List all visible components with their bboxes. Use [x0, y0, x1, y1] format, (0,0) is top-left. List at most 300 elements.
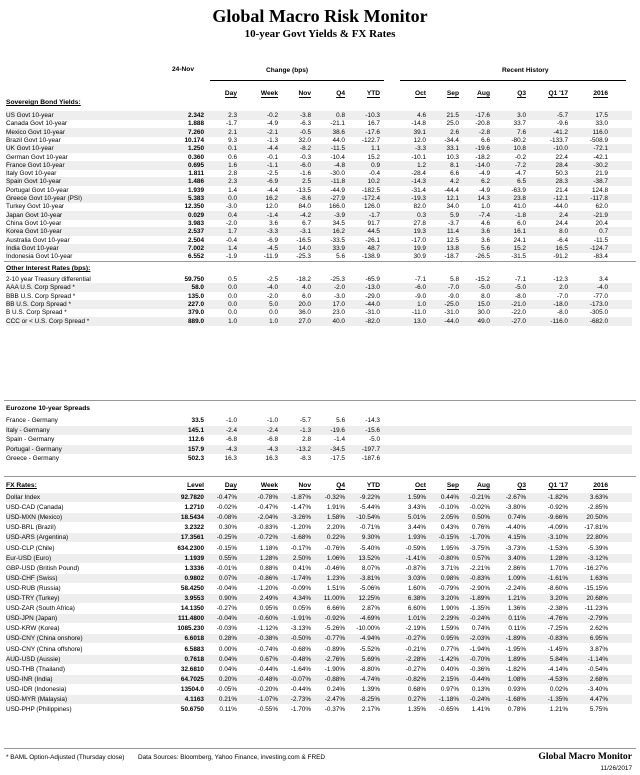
cell-y2016: -124.7	[589, 244, 608, 252]
row-label: Greece Govt 10-year (PSI)	[6, 195, 83, 202]
cell-q1: -4.76%	[547, 615, 568, 623]
cell-level: 1.939	[188, 186, 204, 194]
cell-day: 0.20%	[218, 675, 237, 683]
cell-aug: 5.6	[481, 244, 490, 252]
row-label: Turkey Govt 10-year	[6, 203, 65, 211]
cell-q4: -0.89%	[324, 645, 345, 653]
cell-level: 889.0	[188, 317, 204, 325]
cell-q4: -5.26%	[324, 625, 345, 633]
cell-q4: 1.23%	[326, 574, 345, 582]
cell-nov: -8.2	[299, 145, 311, 153]
header-history-label: Recent History	[502, 67, 549, 74]
cell-q4: -0.32%	[324, 494, 345, 501]
cell-level: 0.7618	[184, 655, 204, 663]
cell-nov: -13.5	[296, 186, 311, 194]
cell-sep: -1.18%	[438, 696, 459, 703]
cell-q4: 34.5	[332, 219, 345, 227]
cell-y2016: 22.80%	[586, 534, 608, 542]
cell-level: 58.0	[191, 284, 204, 292]
cell-level: 3.983	[188, 219, 204, 227]
cell-week: -0.74%	[257, 645, 278, 653]
cell-week: 2.49%	[259, 595, 278, 602]
cell-day: 0.6	[228, 153, 237, 161]
cell-nov: 6.7	[302, 219, 311, 227]
cell-q3: -31.5	[511, 253, 526, 261]
cell-week: -6.9	[266, 178, 278, 186]
cell-nov: -0.09%	[290, 584, 311, 592]
cell-week: -0.44%	[257, 665, 278, 673]
row-label: GBP-USD (British Pound)	[6, 564, 80, 572]
cell-q1: -5.7	[556, 112, 568, 119]
cell-nov: -6.3	[299, 120, 311, 128]
cell-oct: -0.27%	[405, 665, 426, 673]
cell-nov: -1.47%	[290, 504, 311, 512]
column-header-q3: Q3	[517, 90, 526, 97]
cell-sep: 5.8	[450, 276, 459, 283]
table-row	[6, 574, 632, 583]
row-label: US Govt 10-year	[6, 112, 54, 119]
cell-day: 0.0	[228, 195, 237, 202]
cell-q1: 50.3	[555, 170, 568, 178]
cell-level: 4.1163	[184, 696, 204, 703]
cell-week: -1.1	[266, 161, 278, 169]
table-row	[6, 675, 632, 684]
cell-q4: 44.0	[332, 136, 345, 144]
cell-ytd: -44.0	[365, 300, 380, 308]
cell-q3: -3.73%	[505, 544, 526, 552]
cell-q4: -4.8	[333, 161, 345, 169]
cell-q1: 1.70%	[549, 564, 568, 572]
cell-oct: -6.0	[414, 284, 426, 292]
column-header-oct: Oct	[415, 482, 426, 489]
cell-week: -4.3	[266, 445, 278, 453]
cell-week: -0.86%	[257, 574, 278, 582]
cell-day: 0.0	[228, 292, 237, 300]
cell-nov: -18.2	[296, 276, 311, 283]
cell-day: -0.04%	[216, 615, 237, 623]
cell-nov: -1.87%	[290, 494, 311, 501]
header-date: 24-Nov	[172, 66, 194, 73]
cell-q1: -7.0	[556, 292, 568, 300]
cell-level: 1085.230	[177, 625, 204, 633]
column-header-sep: Sep	[446, 90, 459, 97]
cell-y2016: -15.15%	[584, 584, 608, 592]
cell-oct: 1.60%	[407, 584, 426, 592]
cell-q3: 2.86%	[507, 564, 526, 572]
column-header-q4: Q4	[336, 90, 345, 97]
cell-level: 111.4800	[178, 615, 204, 623]
row-label: USD-ZAR (South Africa)	[6, 605, 75, 613]
cell-sep: 3.20%	[440, 595, 459, 602]
column-header-y2016: 2016	[593, 90, 608, 97]
cell-oct: 1.59%	[407, 494, 426, 501]
cell-day: 1.4	[228, 244, 237, 252]
cell-sep: -0.79%	[438, 584, 459, 592]
cell-q1: 3.20%	[549, 595, 568, 602]
cell-y2016: -508.9	[589, 136, 608, 144]
table-row	[6, 416, 632, 425]
cell-day: -0.4	[225, 236, 237, 244]
cell-aug: -3.75%	[469, 544, 490, 552]
cell-sep: -31.0	[444, 309, 459, 317]
cell-sep: 34.0	[446, 203, 459, 211]
cell-ytd: -5.40%	[359, 544, 380, 552]
cell-day: -1.7	[225, 120, 237, 128]
cell-nov: 0.41%	[292, 564, 311, 572]
cell-q1: 2.0	[559, 284, 568, 292]
cell-sep: -34.4	[444, 136, 459, 144]
cell-day: -4.3	[225, 445, 237, 453]
cell-q4: 33.9	[332, 244, 345, 252]
cell-oct: 3.44%	[407, 524, 426, 532]
table-row	[6, 705, 632, 714]
cell-ytd: -31.0	[365, 309, 380, 317]
cell-week: 0.88%	[259, 564, 278, 572]
cell-oct: 6.60%	[407, 605, 426, 613]
cell-ytd: -182.5	[361, 186, 380, 194]
row-label: USD-ARS (Argentina)	[6, 534, 69, 542]
cell-ytd: -138.9	[361, 253, 380, 261]
cell-ytd: -5.06%	[359, 584, 380, 592]
cell-q3: 24.1	[513, 236, 526, 244]
divider	[4, 261, 636, 262]
cell-week: -6.9	[266, 236, 278, 244]
cell-ytd: -10.54%	[356, 514, 380, 522]
brand-name: Global Macro Monitor	[538, 751, 632, 762]
brand-date: 11/26/2017	[600, 765, 632, 772]
cell-oct: -31.4	[411, 186, 426, 194]
cell-day: -6.8	[225, 436, 237, 443]
cell-nov: -1.64%	[290, 665, 311, 673]
cell-ytd: -5.52%	[359, 645, 380, 653]
cell-level: 227.0	[188, 300, 204, 308]
cell-q1: -18.0	[553, 300, 568, 308]
cell-week: -1.4	[266, 211, 278, 219]
row-label: USD-INR (India)	[6, 675, 53, 683]
cell-q1: 16.5	[555, 244, 568, 252]
cell-q1: -133.7	[549, 136, 568, 144]
row-label: Mexico Govt 10-year	[6, 128, 65, 136]
row-label: USD-KRW (Korea)	[6, 625, 60, 633]
cell-aug: 0.74%	[471, 625, 490, 633]
row-label: USD-RUB (Russia)	[6, 584, 61, 592]
cell-day: 16.3	[224, 455, 237, 462]
cell-aug: 0.57%	[471, 554, 490, 562]
cell-q3: -1.8	[514, 211, 526, 219]
cell-q3: -27.0	[511, 317, 526, 325]
cell-level: 10.174	[184, 136, 204, 144]
cell-q3: -22.0	[511, 309, 526, 317]
cell-week: -4.0	[266, 284, 278, 292]
cell-q1: -4.53%	[547, 675, 568, 683]
cell-sep: 10.3	[446, 153, 459, 161]
cell-q3: -2.24%	[505, 584, 526, 592]
cell-q4: 0.22%	[326, 534, 345, 542]
cell-q3: -3.80%	[505, 504, 526, 512]
cell-sep: 2.15%	[440, 675, 459, 683]
cell-level: 6.5883	[184, 645, 204, 653]
cell-q3: 33.7	[513, 120, 526, 128]
cell-day: 0.30%	[218, 524, 237, 532]
column-header-aug: Aug	[477, 482, 490, 489]
cell-y2016: 2.68%	[589, 675, 608, 683]
row-label: AUD-USD (Aussie)	[6, 655, 61, 663]
cell-week: -0.1	[266, 153, 278, 161]
cell-sep: 13.8	[446, 244, 459, 252]
cell-aug: -4.9	[478, 170, 490, 178]
cell-y2016: -305.0	[589, 309, 608, 317]
cell-q3: 6.0	[517, 219, 526, 227]
cell-nov: -0.50%	[290, 635, 311, 643]
cell-week: -4.9	[266, 120, 278, 128]
cell-ytd: -187.6	[361, 455, 380, 462]
cell-q3: 0.78%	[507, 706, 526, 714]
cell-sep: -0.15%	[438, 534, 459, 542]
cell-week: -0.83%	[257, 524, 278, 532]
cell-y2016: -83.4	[593, 253, 608, 261]
cell-q3: -1.89%	[505, 635, 526, 643]
row-label: Spain Govt 10-year	[6, 178, 62, 186]
cell-q4: 1.58%	[326, 514, 345, 522]
cell-oct: 0.68%	[407, 685, 426, 693]
cell-week: -0.72%	[257, 534, 278, 542]
cell-q3: 3.40%	[507, 554, 526, 562]
cell-day: 1.4	[228, 186, 237, 194]
cell-aug: -19.6	[475, 145, 490, 153]
cell-day: -0.15%	[216, 544, 237, 552]
cell-q4: -3.0	[333, 292, 345, 300]
cell-ytd: -197.7	[361, 445, 380, 453]
column-header-day: Day	[224, 90, 237, 97]
cell-level: 7.002	[188, 244, 204, 252]
cell-ytd: 2.17%	[361, 706, 380, 714]
cell-sep: 1.95%	[440, 544, 459, 552]
cell-sep: -44.4	[444, 186, 459, 194]
cell-week: 0.95%	[259, 605, 278, 613]
cell-week: -6.8	[266, 436, 278, 443]
cell-day: -0.02%	[216, 504, 237, 512]
cell-ytd: -122.7	[361, 136, 380, 144]
cell-aug: -1.70%	[469, 534, 490, 542]
cell-day: -0.05%	[216, 685, 237, 693]
row-label: USD-IDR (Indonesia)	[6, 685, 67, 693]
cell-q3: 0.11%	[508, 625, 526, 633]
cell-nov: -1.74%	[290, 574, 311, 582]
cell-y2016: -1.14%	[587, 655, 608, 663]
row-label: France - Germany	[6, 417, 58, 424]
cell-q1: -7.25%	[547, 625, 568, 633]
cell-day: 1.7	[228, 228, 237, 236]
cell-nov: 2.5	[302, 178, 311, 186]
cell-sep: -44.0	[444, 317, 459, 325]
cell-week: -0.38%	[257, 635, 278, 643]
cell-ytd: 16.7	[367, 120, 380, 128]
column-header-ytd: YTD	[366, 482, 380, 489]
cell-ytd: -29.0	[365, 292, 380, 300]
cell-aug: -14.0	[475, 161, 490, 169]
table-row	[6, 594, 632, 603]
cell-q3: -7.2	[514, 161, 526, 169]
cell-q4: -2.47%	[324, 696, 345, 703]
row-label: AAA U.S. Corp Spread *	[6, 284, 75, 292]
cell-week: -1.3	[266, 136, 278, 144]
cell-aug: 14.3	[477, 195, 490, 202]
cell-q4: -1.4	[333, 436, 345, 443]
table-row	[6, 584, 632, 593]
cell-q3: 10.8	[513, 145, 526, 153]
cell-nov: 27.0	[298, 317, 311, 325]
cell-y2016: -72.1	[593, 145, 608, 153]
cell-q3: 6.5	[517, 178, 526, 186]
cell-q4: -0.77%	[324, 635, 345, 643]
cell-ytd: -5.0	[368, 436, 380, 443]
cell-aug: 15.0	[477, 300, 490, 308]
table-row	[6, 503, 632, 512]
cell-q3: 1.36%	[507, 605, 526, 613]
cell-q1: 22.4	[555, 153, 568, 161]
cell-q4: -2.0	[333, 284, 345, 292]
cell-level: 6.6018	[184, 635, 204, 643]
cell-aug: -0.70%	[469, 655, 490, 663]
cell-q4: 0.8	[336, 112, 345, 119]
row-label: B U.S. Corp Spread *	[6, 309, 67, 317]
cell-q3: -80.2	[511, 136, 526, 144]
cell-nov: 36.0	[298, 309, 311, 317]
cell-sep: -7.0	[447, 284, 459, 292]
cell-ytd: -13.0	[365, 284, 380, 292]
cell-level: 3.9553	[184, 595, 204, 602]
cell-q1: 5.84%	[549, 655, 568, 663]
row-label: BB U.S. Corp Spread *	[6, 300, 72, 308]
row-label: France Govt 10-year	[6, 161, 65, 169]
column-header-week: Week	[260, 482, 278, 489]
cell-q1: 1.21%	[549, 706, 568, 714]
cell-sep: 1.59%	[440, 625, 459, 633]
cell-sep: 8.1	[450, 161, 459, 169]
cell-aug: -18.2	[475, 153, 490, 161]
cell-q1: -2.38%	[547, 605, 568, 613]
cell-sep: -3.7	[447, 219, 459, 227]
cell-oct: 19.3	[413, 228, 426, 236]
cell-q4: 40.0	[332, 317, 345, 325]
cell-aug: -2.21%	[469, 564, 490, 572]
cell-q4: -0.46%	[324, 564, 345, 572]
row-label: USD-CAD (Canada)	[6, 504, 64, 512]
cell-q4: -30.0	[330, 170, 345, 178]
cell-oct: 5.01%	[407, 514, 426, 522]
cell-oct: -14.3	[411, 178, 426, 186]
cell-nov: -2.73%	[290, 696, 311, 703]
cell-sep: 2.05%	[440, 514, 459, 522]
cell-week: 1.18%	[259, 544, 278, 552]
column-header-q1: Q1 '17	[548, 482, 568, 489]
cell-aug: 0.50%	[471, 514, 490, 522]
cell-sep: 0.43%	[440, 524, 459, 532]
cell-nov: -0.5	[299, 128, 311, 136]
cell-sep: 0.44%	[440, 494, 459, 501]
cell-y2016: 21.9	[595, 170, 608, 178]
cell-y2016: -38.7	[593, 178, 608, 186]
cell-sep: -18.7	[444, 253, 459, 261]
row-label: Italy Govt 10-year	[6, 170, 57, 178]
cell-level: 502.3	[188, 455, 204, 462]
cell-y2016: -5.39%	[587, 544, 608, 552]
cell-aug: -0.24%	[469, 696, 490, 703]
cell-q1: -4.09%	[547, 524, 568, 532]
cell-nov: 20.0	[298, 300, 311, 308]
cell-oct: -0.87%	[405, 564, 426, 572]
cell-day: 0.28%	[218, 635, 237, 643]
cell-level: 7.260	[188, 128, 204, 136]
cell-q1: 24.4	[555, 219, 568, 227]
cell-oct: -9.0	[414, 292, 426, 300]
table-row	[6, 523, 632, 532]
cell-day: -0.08%	[216, 514, 237, 522]
cell-sep: 11.4	[447, 228, 459, 236]
cell-y2016: 5.75%	[589, 706, 608, 714]
cell-y2016: 3.4	[599, 276, 608, 283]
row-label: USD-THB (Thailand)	[6, 665, 65, 673]
cell-level: 157.9	[188, 445, 204, 453]
cell-ytd: 1.39%	[361, 685, 380, 693]
cell-nov: -1.70%	[290, 706, 311, 714]
cell-oct: 1.93%	[407, 534, 426, 542]
cell-sep: 1.90%	[440, 605, 459, 613]
cell-y2016: -11.5	[593, 236, 608, 244]
cell-nov: -3.13%	[290, 625, 311, 633]
cell-q4: -11.8	[330, 178, 345, 186]
cell-level: 14.1350	[180, 605, 204, 613]
cell-q3: 3.0	[517, 112, 526, 119]
row-label: Canada Govt 10-year	[6, 120, 68, 128]
cell-oct: 1.35%	[407, 706, 426, 714]
cell-oct: -0.82%	[405, 675, 426, 683]
cell-q3: 1.09%	[507, 574, 526, 582]
column-header-level: Level	[187, 482, 204, 489]
cell-nov: -1.3	[299, 426, 311, 434]
cell-level: 0.029	[188, 211, 204, 219]
cell-q4: -2.76%	[324, 655, 345, 663]
cell-y2016: -17.81%	[584, 524, 608, 532]
cell-oct: 1.2	[417, 161, 426, 169]
cell-oct: 1.01%	[407, 615, 426, 623]
table-row	[6, 493, 632, 502]
cell-level: 1.1939	[184, 554, 204, 562]
cell-aug: 1.41%	[471, 706, 490, 714]
cell-ytd: 13.52%	[358, 554, 380, 562]
cell-aug: -20.8	[475, 120, 490, 128]
cell-sep: 21.5	[446, 112, 459, 119]
cell-level: 3.2322	[184, 524, 204, 532]
row-label: Greece - Germany	[6, 455, 59, 462]
cell-level: 1.811	[188, 170, 204, 178]
cell-sep: 0.77%	[440, 645, 459, 653]
cell-q1: 1.28%	[549, 554, 568, 562]
table-row	[6, 655, 632, 664]
cell-ytd: 2.87%	[361, 605, 380, 613]
cell-q3: 4.15%	[507, 534, 526, 542]
cell-level: 1.2710	[184, 504, 204, 512]
cell-day: 0.0	[228, 300, 237, 308]
column-header-oct: Oct	[415, 90, 426, 97]
row-label: Portugal Govt 10-year	[6, 186, 69, 194]
cell-q4: 6.66%	[326, 605, 345, 613]
cell-q3: 23.8	[513, 195, 526, 202]
cell-nov: 2.8	[302, 436, 311, 443]
cell-ytd: -10.3	[365, 112, 380, 119]
cell-y2016: 4.47%	[589, 696, 608, 703]
cell-oct: 3.43%	[407, 504, 426, 512]
